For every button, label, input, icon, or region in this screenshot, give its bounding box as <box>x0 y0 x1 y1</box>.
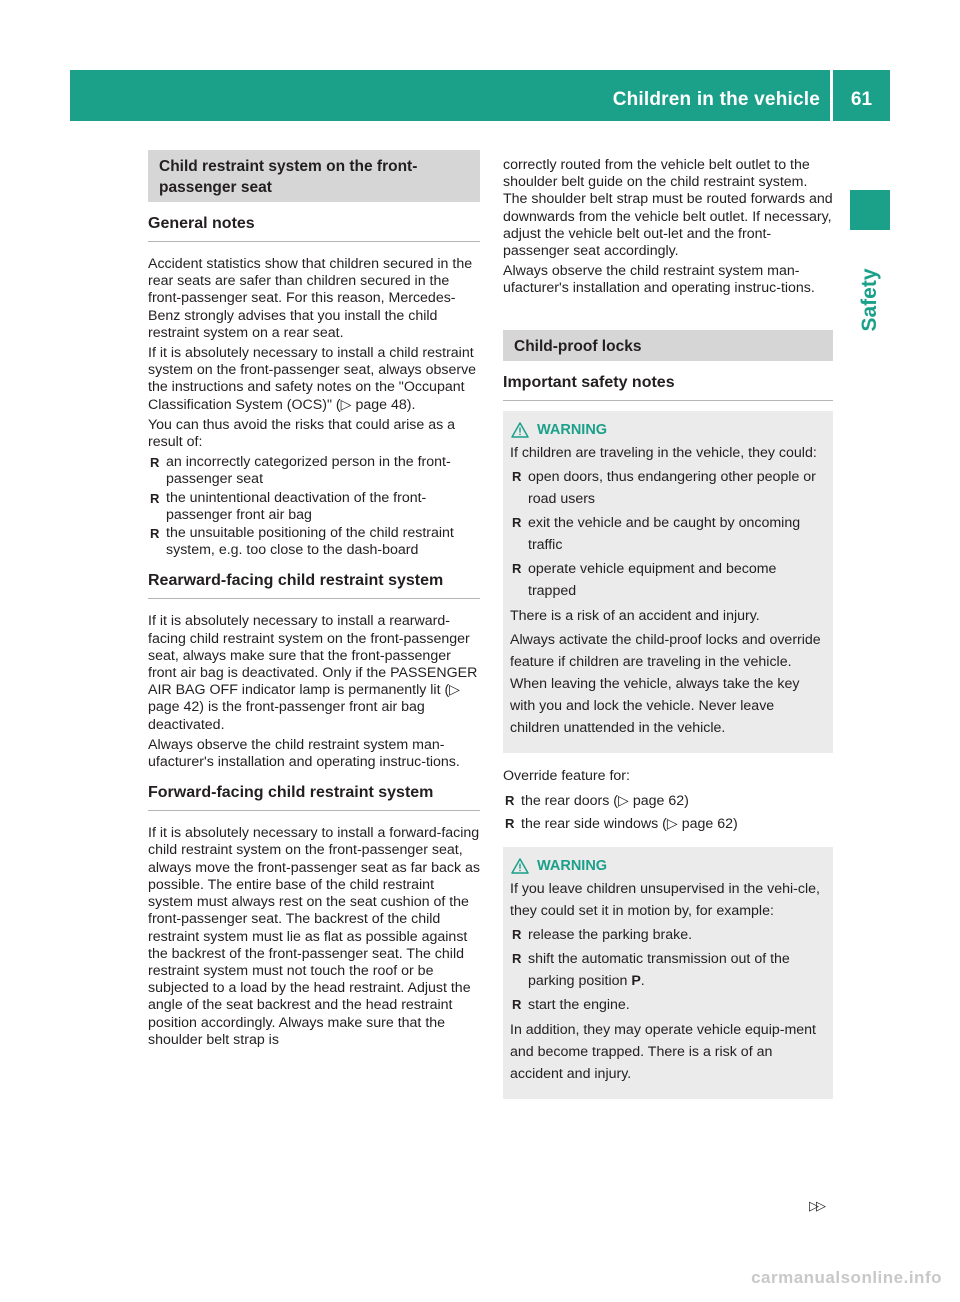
paragraph: If you leave children unsupervised in the vehi-cle, they could set it in motion by, for example: <box>510 880 820 919</box>
heading-rearward-facing: Rearward-facing child restraint system <box>148 571 480 599</box>
paragraph: Always observe the child restraint system man-ufacturer's installation and operating instruc-tions. <box>148 736 460 771</box>
paragraph: Always observe the child restraint system man-ufacturer's installation and operating instruc-tions. <box>503 263 815 297</box>
list-item: R start the engine. <box>510 994 825 1016</box>
warning-title <box>510 856 825 876</box>
override-list <box>503 790 833 835</box>
paragraph: Always activate the child-proof locks and override feature if children are traveling in the vehicle. When leaving the vehicle, always take the key with you and lock the vehicle. Never leave children unattended in the vehicle. <box>510 631 821 736</box>
paragraph: If it is absolutely necessary to install a forward-facing child restraint system on the front-passenger seat, always move the front-passenger seat as far back as possible. The entire base of the child restraint system must always rest on the seat cushion of the front-passenger seat. The backrest of the child restraint system must lie as flat as possible against the backrest of the front-passenger seat. The child restraint system must not touch the roof or be subjected to a load by the head restraint. Adjust the angle of the seat backrest and the head restraint position accordingly. Always make sure that the shoulder belt strap is <box>148 825 480 1048</box>
warning-triangle-icon <box>511 858 529 874</box>
warning-list <box>510 924 825 1016</box>
list-item: R an incorrectly categorized person in the front-passenger seat <box>148 454 480 488</box>
list-item: R the rear doors (▷ page 62) <box>503 790 833 812</box>
list-item: R the unsuitable positioning of the child restraint system, e.g. too close to the dash-board <box>148 525 480 559</box>
chapter-label: Safety <box>858 268 881 332</box>
list-item: R the rear side windows (▷ page 62) <box>503 813 833 835</box>
item-end: . <box>640 972 645 989</box>
list-item: R release the parking brake. <box>510 924 825 946</box>
section-band-child-proof-locks: Child-proof locks <box>503 330 833 361</box>
list-item: R open doors, thus endangering other people or road users <box>510 466 825 510</box>
paragraph: correctly routed from the vehicle belt outlet to the shoulder belt guide on the child restraint system. The shoulder belt strap must be routed forwards and downwards from the vehicle belt outlet. If necessary, adjust the vehicle belt out-let and the front-passenger seat accordingly. <box>503 157 833 260</box>
paragraph: You can thus avoid the risks that could arise as a result of: <box>148 416 456 451</box>
paragraph: Override feature for: <box>503 767 630 784</box>
list-item: R operate vehicle equipment and become trapped <box>510 558 825 602</box>
warning-title <box>510 420 825 440</box>
paragraph: If children are traveling in the vehicle, they could: <box>510 444 817 461</box>
band-line: passenger seat <box>159 179 272 196</box>
heading-forward-facing: Forward-facing child restraint system <box>148 783 480 811</box>
heading-important-safety-notes: Important safety notes <box>503 373 833 401</box>
left-column <box>148 150 480 1052</box>
list-item <box>510 948 825 992</box>
paragraph: There is a risk of an accident and injury. <box>510 607 760 624</box>
paragraph: Accident statistics show that children secured in the rear seats are safer than children secured in the front-passenger seat. For this reason, Mercedes-Benz strongly advises that you install the child restraint system on a rear seat. <box>148 256 473 341</box>
page-header <box>70 70 890 121</box>
paragraph: In addition, they may operate vehicle equip-ment and become trapped. There is a risk of an accident and injury. <box>510 1021 817 1082</box>
watermark: carmanualsonline.info <box>751 1268 942 1287</box>
heading-general-notes: General notes <box>148 214 480 242</box>
gear-position: P <box>631 972 641 989</box>
item-text: shift the automatic transmission out of the parking position <box>528 950 790 989</box>
page-number: 61 <box>850 89 873 110</box>
warning-triangle-icon <box>511 422 529 438</box>
list-item: R exit the vehicle and be caught by oncoming traffic <box>510 512 825 556</box>
right-column <box>503 157 833 1099</box>
section-title: Children in the vehicle <box>612 89 820 110</box>
warning-title-text: WARNING <box>537 857 608 874</box>
override-section <box>503 765 833 835</box>
chapter-tab <box>850 190 890 230</box>
band-line: Child restraint system on the front- <box>159 158 418 175</box>
warning-box <box>503 847 833 1099</box>
risk-list <box>148 454 480 559</box>
continue-arrows-icon: ▷▷ <box>809 1198 823 1213</box>
section-band-child-restraint <box>148 150 480 202</box>
warning-box <box>503 411 833 753</box>
paragraph: If it is absolutely necessary to install a rearward-facing child restraint system on the front-passenger seat, always make sure that the front-passenger front air bag is deactivated. Only if the PASSENGER AIR BAG OFF indicator lamp is permanently lit (▷ page 42) is the front-passenger front air bag deactivated. <box>148 613 478 733</box>
paragraph: If it is absolutely necessary to install a child restraint system on the front-passenger seat, always observe the instructions and safety notes on the "Occupant Classification System (OCS)" (▷ page 48). <box>148 345 477 413</box>
warning-list <box>510 466 825 602</box>
list-item: R the unintentional deactivation of the front-passenger front air bag <box>148 490 480 524</box>
warning-title-text: WARNING <box>537 421 608 438</box>
